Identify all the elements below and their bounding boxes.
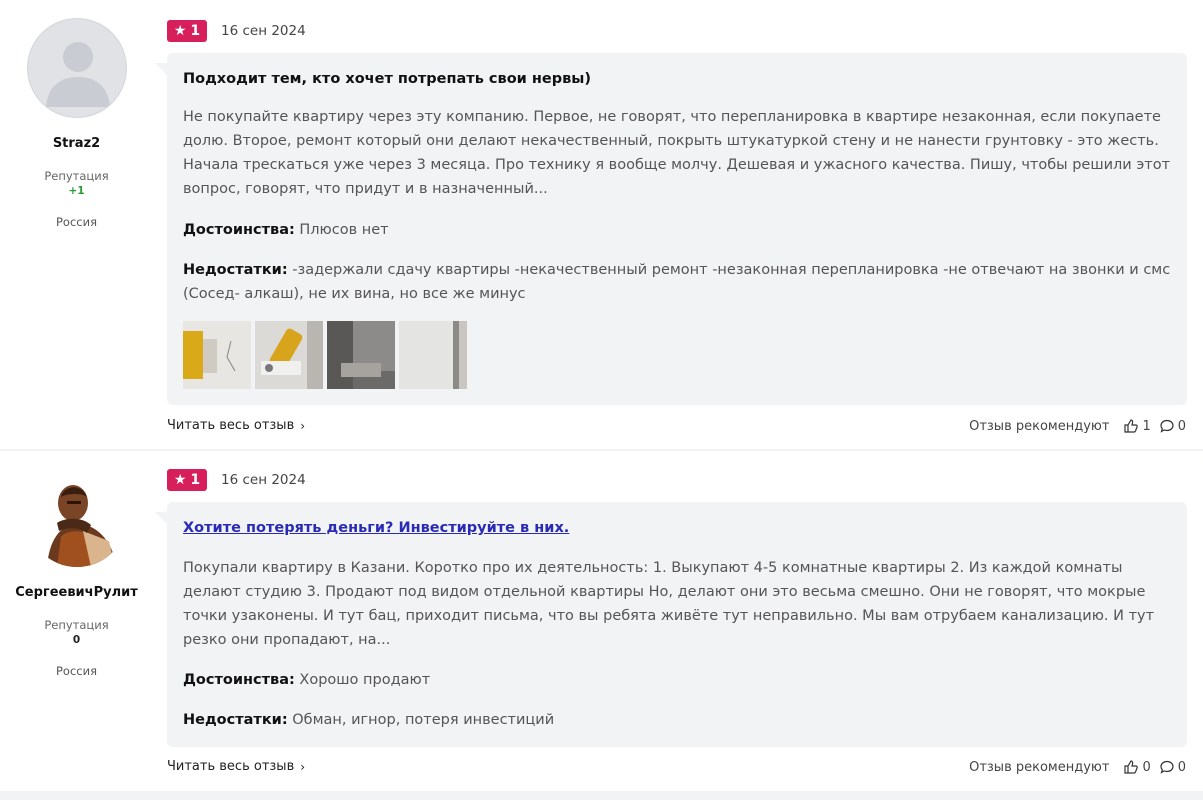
comment-icon [1159, 418, 1175, 434]
comment-button[interactable] [1159, 418, 1186, 434]
review-content [167, 53, 1187, 405]
thumbs-up-icon [1123, 759, 1139, 775]
like-count: 1 [1142, 418, 1151, 434]
like-button[interactable] [1123, 759, 1150, 775]
reputation-value: 0 [72, 634, 81, 646]
pros-label: Достоинства: [183, 672, 295, 688]
read-more-link[interactable] [167, 418, 305, 433]
review-photo[interactable] [327, 321, 395, 389]
cons-text: -задержали сдачу квартиры -некачественный ремонт -незаконная перепланировка -не отвечают на звонки и смс (Сосед- алкаш), не их вина, но все же минус [183, 262, 1171, 302]
read-more-label: Читать весь отзыв [167, 418, 295, 433]
rating-value: 1 [190, 472, 201, 488]
pros-text: Хорошо продают [299, 672, 431, 688]
author-name[interactable]: СергеевичРулит [15, 585, 138, 600]
reputation-label: Репутация [44, 169, 109, 183]
review-date: 16 сен 2024 [221, 23, 306, 39]
star-icon: ★ [173, 472, 187, 488]
review-photo[interactable] [255, 321, 323, 389]
thumbs-up-icon [1123, 418, 1139, 434]
like-count: 0 [1142, 759, 1151, 775]
reputation-value: +1 [68, 185, 85, 197]
user-photo-avatar [27, 467, 127, 567]
recommend-label: Отзыв рекомендуют [969, 759, 1110, 775]
default-user-icon [28, 19, 127, 118]
cons-label: Недостатки: [183, 262, 288, 278]
star-icon: ★ [173, 23, 187, 39]
review-actions [969, 759, 1186, 775]
cons-label: Недостатки: [183, 712, 288, 728]
pros-text: Плюсов нет [299, 222, 389, 238]
rating-value: 1 [190, 23, 201, 39]
like-button[interactable] [1123, 418, 1150, 434]
reputation-label: Репутация [44, 618, 109, 632]
review-text: Не покупайте квартиру через эту компанию. Первое, не говорят, что перепланировка в квартире незаконная, если покупаете долю. Второе, ремонт который они делают некачественный, покрыть штукатуркой стену и не нанести грунтовку - это жесть. Начала трескаться уже через 3 месяца. Про технику я вообще молчу. Дешевая и ужасного качества. Пишу, чтобы решили этот вопрос, говорят, что придут и в назначенный... [183, 109, 1171, 197]
recommend-label: Отзыв рекомендуют [969, 418, 1110, 434]
review-photo[interactable] [183, 321, 251, 389]
rating-badge [167, 20, 207, 42]
review-card [0, 451, 1203, 791]
review-content [167, 502, 1187, 747]
chevron-right-icon: › [300, 759, 306, 774]
review-pros [183, 218, 1173, 242]
author-block [0, 451, 153, 678]
read-more-label: Читать весь отзыв [167, 759, 295, 774]
review-photo[interactable] [399, 321, 467, 389]
author-country: Россия [55, 664, 97, 678]
review-title[interactable]: Подходит тем, кто хочет потрепать свои нервы) [183, 71, 592, 87]
pros-label: Достоинства: [183, 222, 295, 238]
review-pros [183, 668, 1173, 692]
review-actions [969, 418, 1186, 434]
comment-count: 0 [1177, 418, 1186, 434]
review-title-link[interactable]: Хотите потерять деньги? Инвестируйте в них. [183, 520, 570, 536]
review-photos [183, 321, 467, 389]
author-block [0, 0, 153, 229]
review-text: Покупали квартиру в Казани. Коротко про их деятельность: 1. Выкупают 4-5 комнатные квартиры 2. Из каждой комнаты делают студию 3. Продают под видом отдельной квартиры Но, делают они это весьма смешно. Они не говорят, что мокрые точки узаконены. И тут бац, приходит письма, что вы ребята живёте тут неправильно. Мы вам отрубаем канализацию. И тут резко они пропадают, на... [183, 560, 1155, 648]
read-more-link[interactable] [167, 759, 305, 774]
review-date: 16 сен 2024 [221, 472, 306, 488]
comment-icon [1159, 759, 1175, 775]
rating-badge [167, 469, 207, 491]
cons-text: Обман, игнор, потеря инвестиций [292, 712, 555, 728]
avatar[interactable] [27, 467, 127, 567]
avatar[interactable] [27, 18, 127, 118]
review-cons [183, 258, 1173, 306]
chevron-right-icon: › [300, 418, 306, 433]
review-cons [183, 708, 1173, 732]
author-country: Россия [55, 215, 97, 229]
comment-count: 0 [1177, 759, 1186, 775]
author-name[interactable]: Straz2 [52, 136, 101, 151]
comment-button[interactable] [1159, 759, 1186, 775]
